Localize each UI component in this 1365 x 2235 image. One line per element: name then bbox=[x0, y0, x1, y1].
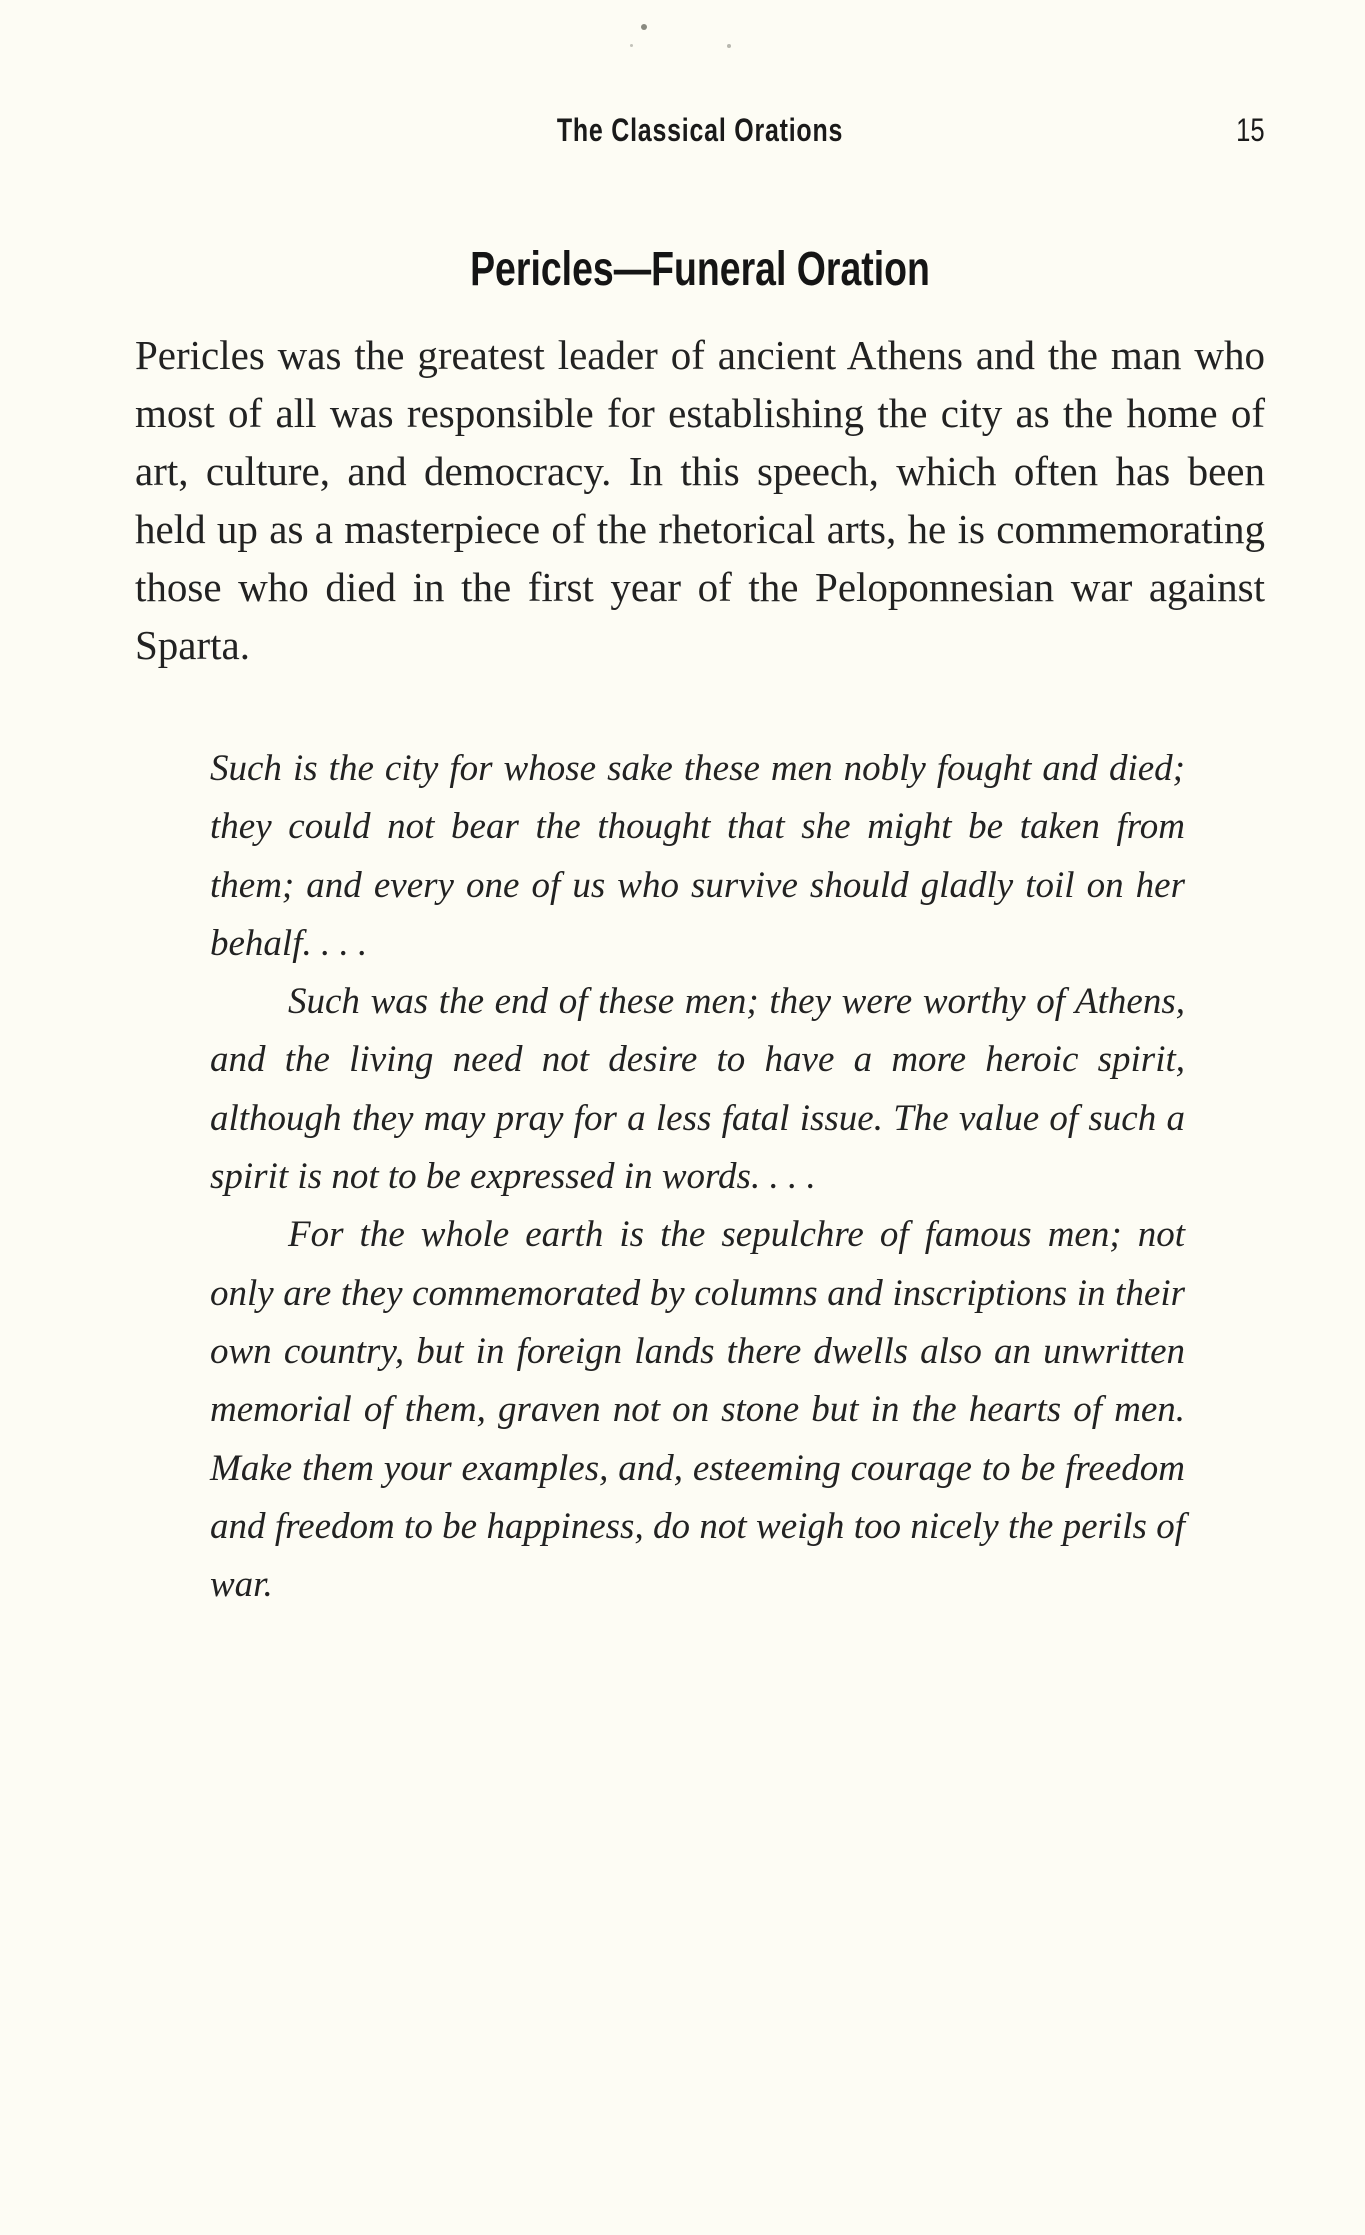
scan-speck bbox=[727, 44, 731, 48]
page-number: 15 bbox=[1236, 112, 1265, 148]
quote-paragraph: Such was the end of these men; they were worthy of Athens, and the living need not desire to have a more heroic spirit, although they may pray for a less fatal issue. The value of such a spirit is not to be expressed in words. . . . bbox=[210, 981, 1185, 1198]
intro-paragraph: Pericles was the greatest leader of ancient Athens and the man who most of all was responsible for establishing the city as the home of art, culture, and democracy. In this speech, which often has been held up as a masterpiece of the rhetorical arts, he is commemorating those who died in the first year of the Peloponnesian war against Sparta. bbox=[135, 332, 1265, 668]
quoted-excerpt bbox=[210, 740, 1185, 1614]
scan-speck bbox=[641, 24, 647, 30]
quote-paragraph: Such is the city for whose sake these men nobly fought and died; they could not bear the thought that she might be taken from them; and every one of us who survive should gladly toil on her behalf. . . . bbox=[210, 748, 1185, 964]
scan-speck bbox=[630, 44, 633, 47]
running-head bbox=[135, 112, 1265, 156]
running-head-title: The Classical Orations bbox=[556, 112, 844, 148]
quote-paragraph: For the whole earth is the sepulchre of famous men; not only are they commemorated by columns and inscriptions in their own country, but in foreign lands there dwells also an unwritten memorial of them, graven not on stone but in the hearts of men. Make them your examples, and, esteeming courage to be freedom and freedom to be happiness, do not weigh too nicely the perils of war. bbox=[210, 1214, 1185, 1606]
section-heading: Pericles—Funeral Oration bbox=[470, 243, 930, 296]
